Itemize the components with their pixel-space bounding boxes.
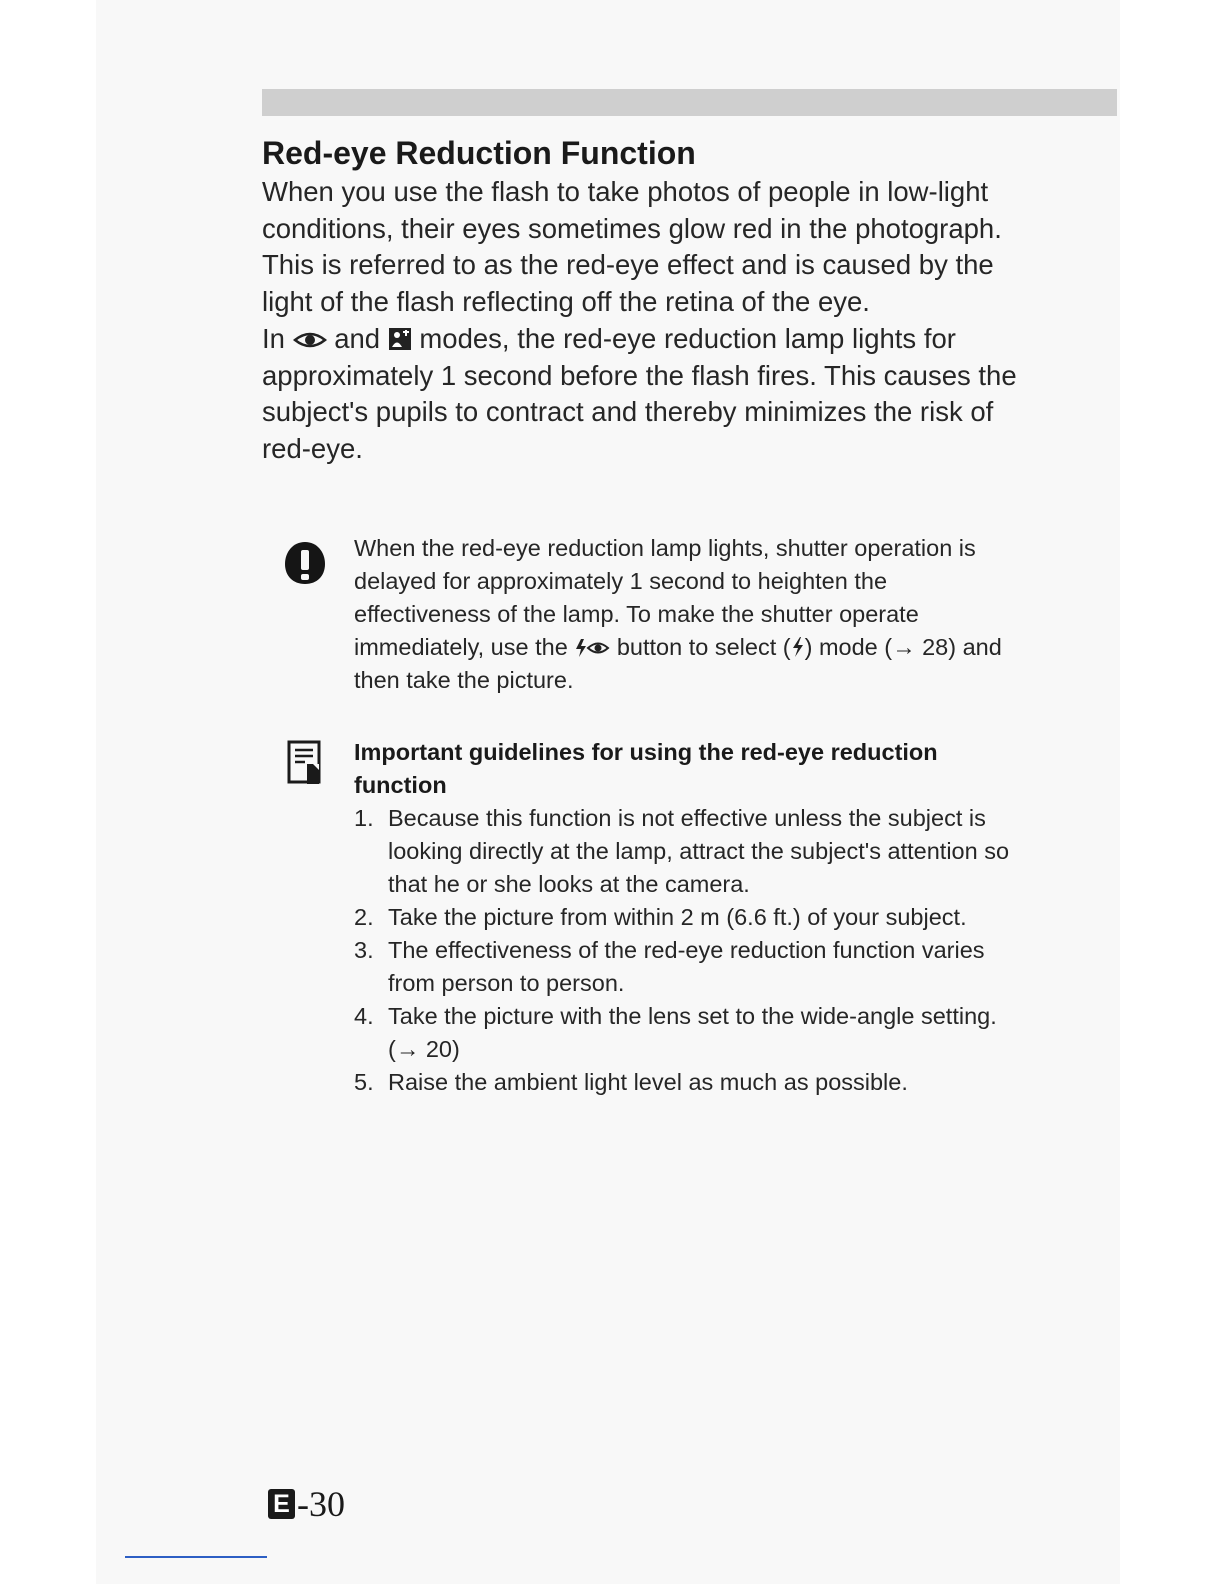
list-item bbox=[354, 1000, 1024, 1066]
caution-text-2: button to select ( bbox=[616, 634, 791, 660]
caution-note bbox=[354, 532, 1014, 697]
memo-icon bbox=[287, 740, 327, 788]
list-item-number: 2. bbox=[354, 904, 374, 930]
bottom-link-underline[interactable] bbox=[125, 1556, 267, 1558]
page-number-text: -30 bbox=[297, 1484, 345, 1524]
intro-text bbox=[262, 174, 1042, 468]
list-item-number: 3. bbox=[354, 937, 374, 963]
list-item bbox=[354, 1066, 1024, 1099]
caution-icon bbox=[283, 540, 327, 586]
flash-on-icon bbox=[791, 636, 805, 658]
modes-and-text: and bbox=[334, 322, 381, 354]
section-header-bar bbox=[262, 89, 1117, 116]
caution-text-1: When the red-eye reduction lamp lights, shutter operation is delayed for approximately 1 second to heighten the effectiveness of the lamp. To make the shutter operate immediately, use the bbox=[354, 535, 976, 660]
list-item-number: 1. bbox=[354, 805, 374, 831]
list-item bbox=[354, 802, 1024, 901]
list-item-text: Because this function is not effective unless the subject is looking directly at the lamp, attract the subject's attention so that he or she looks at the camera. bbox=[388, 805, 1010, 897]
list-item-text: Take the picture from within 2 m (6.6 ft.) of your subject. bbox=[388, 904, 967, 930]
list-item-text: Take the picture with the lens set to the wide-angle setting. (→ 20) bbox=[388, 1003, 997, 1062]
list-item-text: Raise the ambient light level as much as possible. bbox=[388, 1069, 908, 1095]
caution-text-3: ) mode (→ 28) and then take the picture. bbox=[354, 634, 1002, 693]
flash-red-eye-button-icon bbox=[574, 638, 610, 658]
modes-paragraph bbox=[262, 321, 1042, 468]
english-badge: E bbox=[268, 1489, 295, 1519]
section-title: Red-eye Reduction Function bbox=[262, 135, 696, 171]
guidelines-block bbox=[354, 736, 1024, 1099]
list-item-number: 5. bbox=[354, 1069, 374, 1095]
intro-paragraph: When you use the flash to take photos of people in low-light conditions, their eyes sometimes glow red in the photograph. This is referred to as the red-eye effect and is caused by the light of the flash reflecting off the retina of the eye. bbox=[262, 176, 1002, 318]
modes-in-text: In bbox=[262, 322, 285, 354]
red-eye-mode-icon bbox=[293, 329, 327, 351]
guidelines-title: Important guidelines for using the red-eye reduction function bbox=[354, 739, 938, 798]
list-item bbox=[354, 934, 1024, 1000]
list-item-number: 4. bbox=[354, 1003, 374, 1029]
list-item bbox=[354, 901, 1024, 934]
page-number bbox=[268, 1482, 345, 1526]
list-item-text: The effectiveness of the red-eye reduction function varies from person to person. bbox=[388, 937, 985, 996]
portrait-mode-icon bbox=[388, 327, 412, 351]
modes-rest-text: modes, the red-eye reduction lamp lights for approximately 1 second before the flash fires. This causes the subject's pupils to contract and thereby minimizes the risk of red-eye. bbox=[262, 322, 1017, 464]
guidelines-list bbox=[354, 802, 1024, 1099]
